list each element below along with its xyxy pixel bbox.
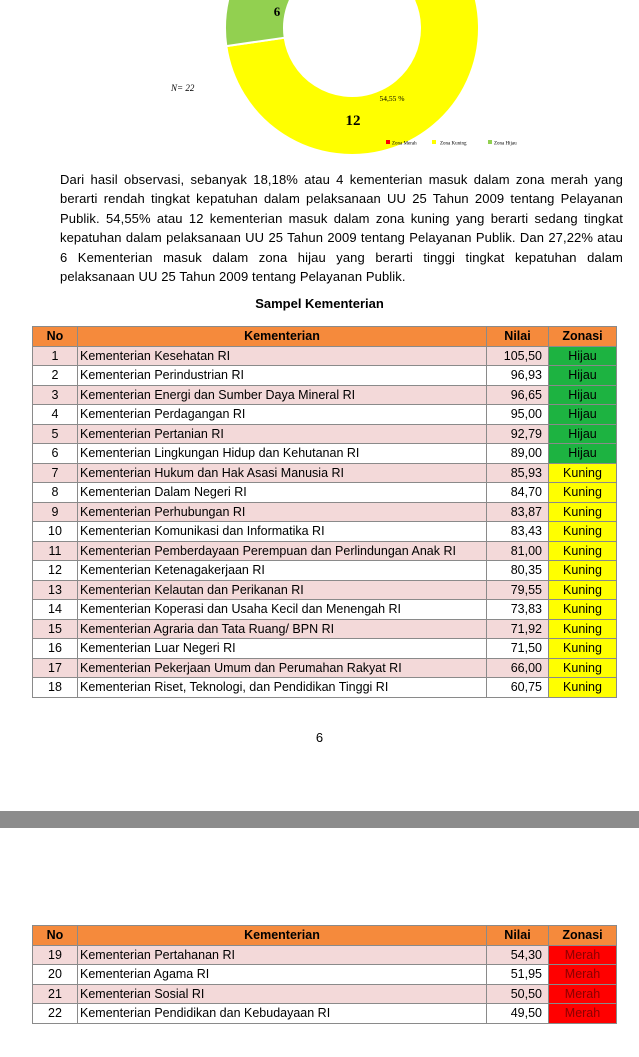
slice-label-kuning-count: 12: [345, 113, 361, 129]
cell-zonasi: Hijau: [549, 366, 617, 386]
cell-nilai: 96,93: [487, 366, 549, 386]
cell-kementerian: Kementerian Kelautan dan Perikanan RI: [78, 580, 487, 600]
kementerian-table-1: [32, 326, 617, 698]
cell-nilai: 50,50: [487, 984, 549, 1004]
cell-no: 10: [33, 522, 78, 542]
cell-no: 17: [33, 658, 78, 678]
cell-zonasi: Kuning: [549, 580, 617, 600]
zona-donut-chart: [0, 0, 639, 160]
table-row: [33, 965, 617, 985]
cell-no: 22: [33, 1004, 78, 1024]
header-zonasi: Zonasi: [549, 327, 617, 347]
cell-zonasi: Merah: [549, 965, 617, 985]
cell-nilai: 92,79: [487, 424, 549, 444]
table-caption: Sampel Kementerian: [255, 296, 384, 311]
cell-nilai: 79,55: [487, 580, 549, 600]
table-row: [33, 561, 617, 581]
header-nilai: Nilai: [487, 327, 549, 347]
header-nilai: Nilai: [487, 926, 549, 946]
cell-nilai: 85,93: [487, 463, 549, 483]
cell-kementerian: Kementerian Sosial RI: [78, 984, 487, 1004]
table-row: [33, 366, 617, 386]
cell-zonasi: Merah: [549, 1004, 617, 1024]
cell-nilai: 80,35: [487, 561, 549, 581]
cell-no: 18: [33, 678, 78, 698]
cell-nilai: 83,43: [487, 522, 549, 542]
cell-zonasi: Kuning: [549, 463, 617, 483]
table-header-row: [33, 327, 617, 347]
cell-no: 5: [33, 424, 78, 444]
header-kementerian: Kementerian: [78, 327, 487, 347]
cell-no: 14: [33, 600, 78, 620]
cell-zonasi: Hijau: [549, 405, 617, 425]
legend-swatch-kuning: [432, 140, 436, 144]
cell-kementerian: Kementerian Koperasi dan Usaha Kecil dan Menengah RI: [78, 600, 487, 620]
chart-legend: [386, 140, 517, 147]
cell-no: 11: [33, 541, 78, 561]
cell-kementerian: Kementerian Perindustrian RI: [78, 366, 487, 386]
cell-kementerian: Kementerian Riset, Teknologi, dan Pendidikan Tinggi RI: [78, 678, 487, 698]
cell-no: 19: [33, 945, 78, 965]
cell-no: 4: [33, 405, 78, 425]
kementerian-table-2: [32, 925, 617, 1024]
table-row: [33, 639, 617, 659]
cell-no: 7: [33, 463, 78, 483]
table-row: [33, 619, 617, 639]
cell-nilai: 83,87: [487, 502, 549, 522]
cell-zonasi: Merah: [549, 945, 617, 965]
cell-zonasi: Kuning: [549, 561, 617, 581]
cell-nilai: 54,30: [487, 945, 549, 965]
cell-kementerian: Kementerian Lingkungan Hidup dan Kehutanan RI: [78, 444, 487, 464]
table-row: [33, 522, 617, 542]
header-no: No: [33, 926, 78, 946]
cell-kementerian: Kementerian Pertanian RI: [78, 424, 487, 444]
cell-no: 16: [33, 639, 78, 659]
cell-kementerian: Kementerian Agama RI: [78, 965, 487, 985]
header-no: No: [33, 327, 78, 347]
cell-nilai: 66,00: [487, 658, 549, 678]
table-row: [33, 541, 617, 561]
cell-kementerian: Kementerian Pertahanan RI: [78, 945, 487, 965]
legend-label-kuning: Zona Kuning: [440, 141, 467, 147]
cell-nilai: 105,50: [487, 346, 549, 366]
cell-nilai: 71,50: [487, 639, 549, 659]
cell-zonasi: Kuning: [549, 522, 617, 542]
cell-nilai: 60,75: [487, 678, 549, 698]
table-row: [33, 658, 617, 678]
cell-no: 9: [33, 502, 78, 522]
cell-kementerian: Kementerian Pendidikan dan Kebudayaan RI: [78, 1004, 487, 1024]
donut-slice-zona-hijau: [225, 0, 352, 46]
observation-paragraph: Dari hasil observasi, sebanyak 18,18% atau 4 kementerian masuk dalam zona merah yang berarti rendah tingkat kepatuhan dalam pelaksanaan UU 25 Tahun 2009 tentang Pelayanan Publik. 54,55% atau 12 kementerian masuk dalam zona kuning yang berarti sedang tingkat kepatuhan dalam pelaksanaan UU 25 Tahun 2009 tentang Pelayanan Publik. Dan 27,22% atau 6 Kementerian masuk dalam zona hijau yang berarti tinggi tingkat kepatuhan dalam pelaksanaan UU 25 Tahun 2009 tentang Pelayanan Publik.: [60, 172, 623, 285]
cell-no: 15: [33, 619, 78, 639]
table-row: [33, 600, 617, 620]
cell-nilai: 84,70: [487, 483, 549, 503]
header-zonasi: Zonasi: [549, 926, 617, 946]
cell-kementerian: Kementerian Pemberdayaan Perempuan dan Perlindungan Anak RI: [78, 541, 487, 561]
table-row: [33, 678, 617, 698]
cell-zonasi: Kuning: [549, 600, 617, 620]
legend-swatch-merah: [386, 140, 390, 144]
cell-kementerian: Kementerian Perdagangan RI: [78, 405, 487, 425]
cell-nilai: 89,00: [487, 444, 549, 464]
table-row: [33, 346, 617, 366]
table-row: [33, 385, 617, 405]
cell-no: 21: [33, 984, 78, 1004]
table-header-row: [33, 926, 617, 946]
cell-no: 13: [33, 580, 78, 600]
page-number: 6: [315, 730, 324, 745]
cell-zonasi: Merah: [549, 984, 617, 1004]
cell-kementerian: Kementerian Ketenagakerjaan RI: [78, 561, 487, 581]
cell-no: 3: [33, 385, 78, 405]
table-row: [33, 502, 617, 522]
cell-nilai: 73,83: [487, 600, 549, 620]
table-row: [33, 984, 617, 1004]
cell-zonasi: Kuning: [549, 541, 617, 561]
cell-kementerian: Kementerian Dalam Negeri RI: [78, 483, 487, 503]
cell-kementerian: Kementerian Energi dan Sumber Daya Mineral RI: [78, 385, 487, 405]
table-row: [33, 1004, 617, 1024]
table-row: [33, 580, 617, 600]
table-row: [33, 405, 617, 425]
table-row: [33, 444, 617, 464]
page-divider: [0, 811, 639, 828]
cell-kementerian: Kementerian Luar Negeri RI: [78, 639, 487, 659]
cell-zonasi: Kuning: [549, 658, 617, 678]
cell-kementerian: Kementerian Agraria dan Tata Ruang/ BPN RI: [78, 619, 487, 639]
slice-label-kuning-percent: 54,55 %: [379, 94, 405, 103]
cell-kementerian: Kementerian Kesehatan RI: [78, 346, 487, 366]
cell-no: 1: [33, 346, 78, 366]
cell-zonasi: Kuning: [549, 483, 617, 503]
cell-nilai: 96,65: [487, 385, 549, 405]
legend-label-hijau: Zona Hijau: [494, 141, 517, 147]
n-label: N= 22: [171, 83, 195, 93]
cell-kementerian: Kementerian Pekerjaan Umum dan Perumahan Rakyat RI: [78, 658, 487, 678]
table-row: [33, 424, 617, 444]
cell-no: 20: [33, 965, 78, 985]
cell-kementerian: Kementerian Komunikasi dan Informatika RI: [78, 522, 487, 542]
cell-no: 6: [33, 444, 78, 464]
cell-zonasi: Kuning: [549, 502, 617, 522]
slice-label-hijau-count: 6: [273, 4, 281, 19]
cell-zonasi: Hijau: [549, 385, 617, 405]
header-kementerian: Kementerian: [78, 926, 487, 946]
cell-zonasi: Hijau: [549, 444, 617, 464]
cell-zonasi: Kuning: [549, 619, 617, 639]
cell-nilai: 71,92: [487, 619, 549, 639]
cell-zonasi: Hijau: [549, 346, 617, 366]
cell-nilai: 81,00: [487, 541, 549, 561]
cell-nilai: 95,00: [487, 405, 549, 425]
cell-no: 2: [33, 366, 78, 386]
cell-nilai: 51,95: [487, 965, 549, 985]
legend-swatch-hijau: [488, 140, 492, 144]
cell-no: 8: [33, 483, 78, 503]
table-row: [33, 483, 617, 503]
cell-nilai: 49,50: [487, 1004, 549, 1024]
legend-label-merah: Zona Merah: [392, 141, 417, 147]
cell-zonasi: Hijau: [549, 424, 617, 444]
table-row: [33, 945, 617, 965]
cell-zonasi: Kuning: [549, 678, 617, 698]
cell-kementerian: Kementerian Perhubungan RI: [78, 502, 487, 522]
cell-zonasi: Kuning: [549, 639, 617, 659]
cell-kementerian: Kementerian Hukum dan Hak Asasi Manusia RI: [78, 463, 487, 483]
table-row: [33, 463, 617, 483]
cell-no: 12: [33, 561, 78, 581]
